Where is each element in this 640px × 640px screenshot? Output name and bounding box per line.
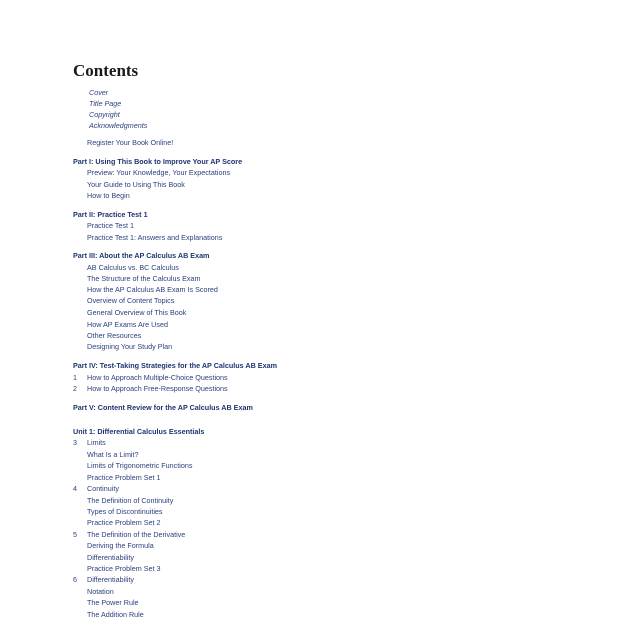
toc-part-3-title[interactable]: Part III: About the AP Calculus AB Exam <box>73 251 210 260</box>
toc-link[interactable]: Your Guide to Using This Book <box>87 180 185 189</box>
toc-link[interactable]: Other Resources <box>87 331 142 340</box>
toc-link-cover[interactable]: Cover <box>89 88 109 97</box>
toc-link[interactable]: How to Begin <box>87 191 130 200</box>
toc-link[interactable]: Differentiability <box>87 553 135 562</box>
toc-part-2-title[interactable]: Part II: Practice Test 1 <box>73 210 148 219</box>
toc-link[interactable]: Practice Test 1: Answers and Explanations <box>87 233 223 242</box>
chapter-label: Continuity <box>87 484 119 493</box>
chapter-label: The Definition of the Derivative <box>87 530 186 539</box>
toc-link[interactable]: Practice Test 1 <box>87 221 135 230</box>
page-title: Contents <box>73 61 139 80</box>
toc-link[interactable]: The Structure of the Calculus Exam <box>87 274 201 283</box>
toc-link[interactable]: The Addition Rule <box>87 610 144 619</box>
toc-link[interactable]: How the AP Calculus AB Exam Is Scored <box>87 285 218 294</box>
toc-link[interactable]: The Definition of Continuity <box>87 496 174 505</box>
toc-part-1-title[interactable]: Part I: Using This Book to Improve Your AP Score <box>73 157 243 166</box>
toc-link[interactable]: General Overview of This Book <box>87 308 187 317</box>
toc-part-5-title[interactable]: Part V: Content Review for the AP Calculus AB Exam <box>73 403 253 412</box>
chapter-number: 1 <box>73 373 77 382</box>
toc-link-copyright[interactable]: Copyright <box>89 110 120 119</box>
toc-link[interactable]: Types of Discontinuities <box>87 507 163 516</box>
toc-link[interactable]: Designing Your Study Plan <box>87 342 173 351</box>
toc-link[interactable]: How AP Exams Are Used <box>87 320 168 329</box>
toc-link[interactable]: AB Calculus vs. BC Calculus <box>87 263 179 272</box>
toc-chapter-link[interactable] <box>73 373 228 383</box>
toc-link[interactable]: Practice Problem Set 1 <box>87 473 161 482</box>
chapter-number: 6 <box>73 575 77 584</box>
chapter-number: 2 <box>73 384 77 393</box>
toc-link-register[interactable]: Register Your Book Online! <box>87 138 174 147</box>
toc-link-title-page[interactable]: Title Page <box>89 99 122 108</box>
toc-link[interactable]: Practice Problem Set 2 <box>87 518 161 527</box>
toc-part-4-title[interactable]: Part IV: Test-Taking Strategies for the AP Calculus AB Exam <box>73 361 277 370</box>
toc-link[interactable]: Limits of Trigonometric Functions <box>87 461 193 470</box>
toc-chapter-link[interactable] <box>73 438 106 448</box>
toc-link[interactable]: Notation <box>87 587 114 596</box>
toc-chapter-link[interactable] <box>73 484 119 494</box>
chapter-number: 5 <box>73 530 77 539</box>
chapter-number: 3 <box>73 438 77 447</box>
toc-link[interactable]: Deriving the Formula <box>87 541 154 550</box>
chapter-label: How to Approach Multiple-Choice Questions <box>87 373 228 382</box>
chapter-label: Differentiability <box>87 575 135 584</box>
toc-chapter-link[interactable] <box>73 384 228 394</box>
chapter-label: Limits <box>87 438 106 447</box>
toc-link[interactable]: Overview of Content Topics <box>87 296 175 305</box>
toc-link[interactable]: Practice Problem Set 3 <box>87 564 161 573</box>
toc-chapter-link[interactable] <box>73 530 186 540</box>
toc-link[interactable]: The Power Rule <box>87 598 139 607</box>
chapter-label: How to Approach Free-Response Questions <box>87 384 228 393</box>
chapter-number: 4 <box>73 484 77 493</box>
toc-chapter-link[interactable] <box>73 575 135 585</box>
toc-link[interactable]: Preview: Your Knowledge, Your Expectations <box>87 168 231 177</box>
toc-link-acknowledgments[interactable]: Acknowledgments <box>89 121 148 130</box>
toc-unit-1-title[interactable]: Unit 1: Differential Calculus Essentials <box>73 427 205 436</box>
toc-link[interactable]: What Is a Limit? <box>87 450 139 459</box>
